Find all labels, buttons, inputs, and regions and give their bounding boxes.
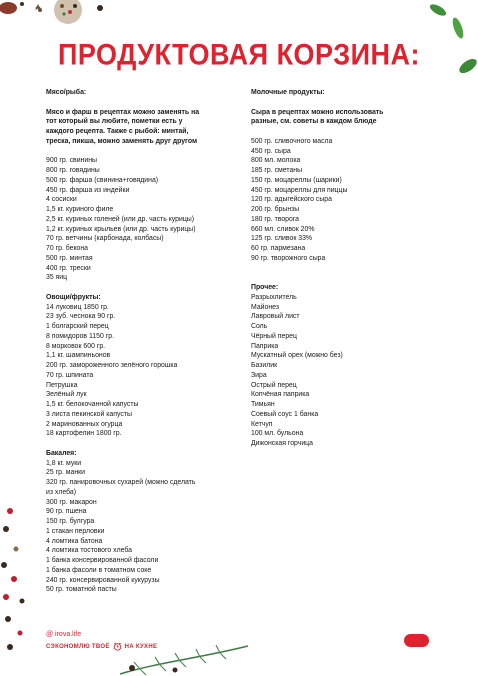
list-item: Майонез [251, 303, 279, 311]
list-item: Острый перец [251, 381, 297, 389]
right-column [251, 88, 441, 449]
page-title: ПРОДУКТОВАЯ КОРЗИНА: [57, 38, 421, 72]
list-item: 8 помидоров 1150 гр. [46, 332, 114, 340]
list-item: 150 гр. булгура [46, 518, 95, 525]
list-item: 450 гр. моцареллы для пиццы [251, 186, 348, 194]
bakery-heading: Бакалея: [46, 449, 77, 457]
list-item: 25 гр. манки [46, 469, 85, 477]
list-item: Копчёная паприка [251, 391, 310, 399]
list-item: 35 яиц [46, 274, 68, 282]
list-item: 660 мл. сливок 20% [251, 225, 315, 233]
list-item: 1,5 кг. белокочанной капусты [46, 401, 139, 408]
list-item: 500 гр. фарша (свинина+говядина) [46, 176, 159, 184]
list-item: 23 зуб. чеснока 90 гр. [46, 313, 116, 321]
list-item: Лавровый лист [251, 313, 300, 321]
meat-note-line: треска, пикша, можно заменять друг другом [46, 137, 198, 145]
decor-spices-top-left [0, 0, 110, 32]
list-item: 240 гр. консервированной кукурузы [46, 576, 160, 584]
list-item: 185 гр. сметаны [251, 167, 303, 174]
list-item: из хлеба) [46, 488, 77, 496]
list-item: 180 гр. творога [251, 215, 300, 223]
list-item: 500 гр. минтая [46, 254, 93, 262]
list-item: Чёрный перец [251, 332, 297, 340]
list-item: Паприка [251, 342, 279, 350]
footer-slogan [46, 642, 157, 651]
list-item: 1 банка консервированной фасоли [46, 557, 159, 564]
list-item: 400 гр. трески [46, 264, 91, 272]
list-item: Тимьян [251, 401, 275, 408]
list-item: 8 морковок 600 гр. [46, 342, 106, 350]
list-item: 90 гр. творожного сыра [251, 254, 326, 262]
list-item: Зелёный лук [46, 391, 87, 399]
dairy-note-line: Сыра в рецептах можно использовать [251, 108, 384, 116]
list-item: 4 сосиски [46, 196, 77, 204]
veg-heading: Овощи/фрукты: [46, 293, 101, 301]
footer-slogan-part-b: НА КУХНЕ [124, 643, 158, 650]
other-heading: Прочее: [251, 284, 279, 291]
list-item: 200 гр. замороженного зелёного горошка [46, 362, 178, 369]
list-item: 125 гр. сливок 33% [251, 235, 313, 243]
list-item: Дижонская горчица [251, 440, 313, 447]
list-item: 800 мл. молока [251, 157, 301, 165]
list-item: 4 ломтика батона [46, 537, 103, 545]
list-item: 2 маринованных огурца [46, 420, 123, 428]
list-item: 150 гр. моцареллы (шарики) [251, 176, 342, 184]
list-item: Зира [251, 371, 267, 379]
decor-pepper-left [0, 505, 40, 655]
left-column [46, 88, 236, 595]
list-item: Соль [251, 323, 268, 330]
list-item: 1,5 кг. куриного филе [46, 206, 114, 213]
list-item: 70 гр. ветчины (карбонада, колбасы) [46, 235, 164, 243]
list-item: Соевый соус 1 банка [251, 410, 319, 418]
dairy-heading: Молочные продукты: [251, 89, 325, 96]
list-item: Разрыхлитель [251, 293, 297, 301]
list-item: 1,8 кг. муки [46, 459, 82, 467]
footer [46, 631, 157, 651]
list-item: 70 гр. шпината [46, 371, 94, 379]
list-item: 320 гр. панировочных сухарей (можно сделать [46, 479, 196, 486]
list-item: 1 болгарский перец [46, 323, 109, 330]
list-item: 1,1 кг. шампиньонов [46, 352, 111, 360]
list-item: 800 гр. говядины [46, 167, 100, 174]
instagram-handle[interactable] [46, 631, 157, 638]
list-item: 900 гр. свинины [46, 157, 97, 165]
list-item: 60 гр. пармезана [251, 245, 306, 252]
list-item: 100 мл. бульона [251, 430, 304, 438]
list-item: 300 гр. макарон [46, 498, 97, 506]
list-item: 450 гр. фарша из индейки [46, 186, 130, 194]
list-item: 1 банка фасоли в томатном соке [46, 566, 152, 574]
meat-note-line: каждого рецепта. Также с рыбой: минтай, [46, 128, 189, 135]
list-item: Петрушка [46, 381, 78, 389]
list-item: 3 листа пекинской капусты [46, 410, 132, 418]
dairy-note-line: разные, см. советы в каждом блюде [251, 118, 377, 126]
list-item: 450 гр. сыра [251, 147, 291, 155]
footer-slogan-part-a: СЭКОНОМЛЮ ТВОЁ [46, 643, 110, 650]
footer-handle-text: @ irova.life [46, 631, 82, 638]
page-indicator-pill [404, 634, 429, 647]
list-item: 14 луковиц 1850 гр. [46, 303, 109, 311]
meat-note-line: тот который вы любите, пометки есть у [46, 118, 183, 126]
list-item: 2,5 кг. куриных голеней (или др. часть курицы) [46, 215, 195, 223]
list-item: 1,2 кг. куриных крыльев (или др. часть курицы) [46, 225, 196, 233]
list-item: 1 стакан перловки [46, 527, 105, 535]
list-item: 18 картофелин 1800 гр. [46, 430, 122, 438]
list-item: Кетчуп [251, 420, 273, 428]
meat-heading: Мясо/рыба: [46, 89, 87, 96]
list-item: 500 гр. сливочного масла [251, 137, 333, 145]
list-item: 90 гр. пшена [46, 508, 87, 516]
list-item: 200 гр. брынзы [251, 206, 300, 213]
alarm-clock-icon [113, 642, 122, 651]
list-item: Базилик [251, 362, 278, 369]
list-item: 70 гр. бекона [46, 245, 89, 252]
meat-note-line: Мясо и фарш в рецептах можно заменять на [46, 108, 200, 116]
list-item: 4 ломтика тостового хлеба [46, 547, 132, 555]
list-item: 120 гр. адыгейского сыра [251, 196, 332, 204]
list-item: 50 гр. томатной пасты [46, 586, 117, 594]
list-item: Мускатный орех (можно без) [251, 352, 343, 360]
